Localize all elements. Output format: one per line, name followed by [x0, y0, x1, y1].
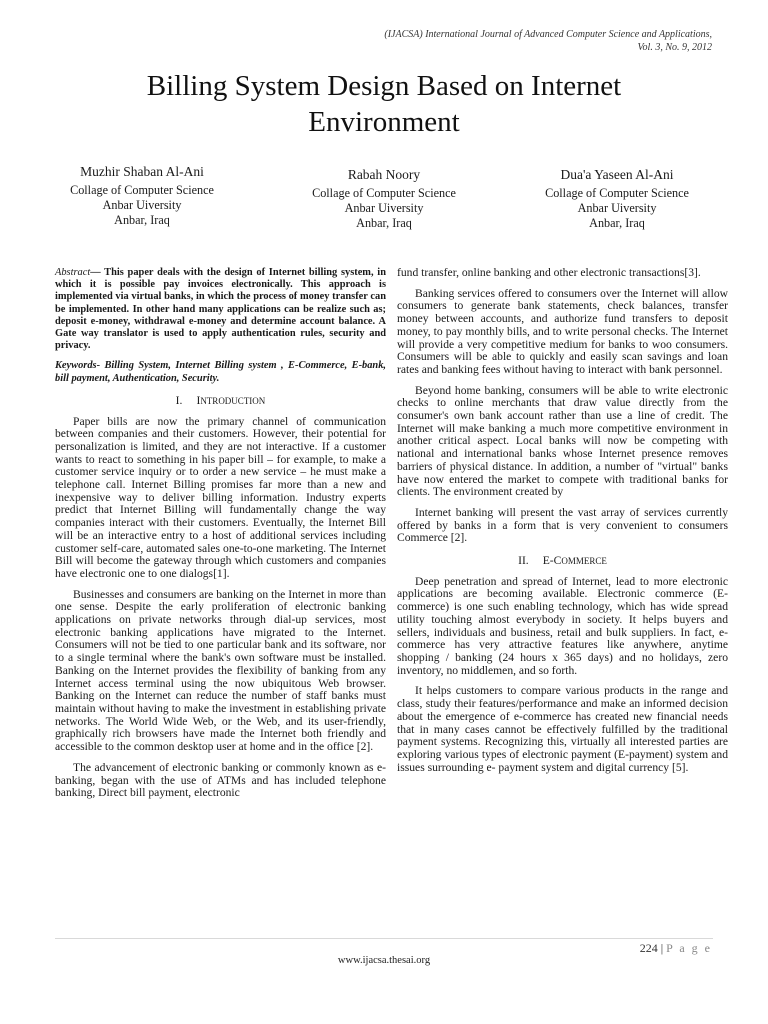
author-name: Dua'a Yaseen Al-Ani	[560, 167, 674, 182]
abstract-lead: Abstract	[55, 267, 91, 278]
paragraph: Banking services offered to consumers over the Internet will allow consumers to generate bank statements, check balances, transfer money between accounts, and authorize fund transfers to deposit money, to pay monthly bills, and to write personal checks. The Internet will provide a very competitive medium for banks to woo consumers. Consumers will be able to quickly and easily scan savings and loan rates and banking fees without having to interact with bank personnel.	[397, 286, 728, 376]
section-heading-e-commerce	[397, 555, 728, 568]
author-name: Muzhir Shaban Al-Ani	[80, 164, 204, 179]
author-block-3	[517, 167, 717, 231]
section-title-initial: E-C	[542, 554, 562, 568]
author-location: Anbar, Iraq	[114, 213, 170, 227]
paragraph: Businesses and consumers are banking on the Internet in more than one sense. Despite the early proliferation of electronic banking applications on private networks through dial-up services, most electronic banking applications have migrated to the Internet. Consumers will not be tied to one particular bank and its software, nor to a single terminal where the bank's own software must be installed. Banking on the Internet provides the flexibility of banking from any Internet access terminal using the now ubiquitous Web browser. Banking on the Internet can reduce the number of staff banks must maintain without having to make the investment in establishing private networks. The World Wide Web, or the Web, and its user-friendly, graphically rich browsers have made the Internet both friendly and accessible to the common desktop user at home and in the office [2].	[55, 587, 386, 754]
author-location: Anbar, Iraq	[589, 216, 645, 230]
author-block-2	[284, 167, 484, 231]
paragraph: Paper bills are now the primary channel of communication between companies and their customers. However, their potential for personalization is limited, and they are not interactive. If a customer wants to react to something in his paper bill – for example, to make a customer service inquiry or to order a new service – he must make a telephone call. Internet Billing promises far more than a new and inexpensive way to deliver billing information. Industry experts predict that Internet Billing will fundamentally change the way companies interact with their customers. Eventually, the Internet Bill will be an interactive entry to a host of additional services including customer self-care, automated sales one-to-one marketing. The Internet Bill will become the gateway through which customers and companies have electronic one to one dialogs[1].	[55, 414, 386, 580]
author-block-1	[42, 164, 242, 228]
author-university: Anbar Uiversity	[577, 201, 657, 215]
paper-title	[60, 68, 708, 140]
footer-divider	[55, 938, 713, 939]
author-affiliation: Collage of Computer Science	[312, 186, 456, 200]
keywords: Keywords- Billing System, Internet Billing system , E-Commerce, E-bank, bill payment, Authentication, Security.	[55, 360, 386, 384]
paragraph: It helps customers to compare various products in the range and class, study their features/performance and make an informed decision about the emergence of e-commerce has created new financial needs that in many cases cannot be effectively fulfilled by the traditional payment systems. Recognizing this, virtually all interested parties are exploring various types of electronic payment (E-payment) system and issues surrounding e- payment system and digital currency [5].	[397, 684, 728, 774]
author-name: Rabah Noory	[347, 167, 421, 182]
paragraph: Beyond home banking, consumers will be able to write electronic checks to online merchants that draw value directly from the consumer's own bank account rather than use a line of credit. The Internet will make banking a much more competitive environment in another critical aspect. Local banks will now be competing with national and international banks whose Internet presence removes barriers of physical distance. In addition, a number of "virtual" banks have now entered the market to compete with traditional banks for clients. The environment created by	[397, 383, 728, 499]
title-line-2: Environment	[308, 106, 460, 138]
author-affiliation: Collage of Computer Science	[70, 183, 214, 197]
left-column	[55, 267, 386, 808]
paragraph: fund transfer, online banking and other electronic transactions[3].	[397, 266, 701, 279]
right-column	[397, 267, 728, 782]
page-separator: |	[657, 941, 667, 955]
page-word: P a g e	[666, 941, 712, 955]
paragraph: Deep penetration and spread of Internet, lead to more electronic applications are becoming available. Electronic commerce (E-commerce) is one such enabling technology, which has wide spread utility touching almost everybody in society. It helps buyers and sellers, individuals and business, retail and bulk suppliers. In fact, e-commerce has very attractive features like anywhere, anytime shopping / banking (24 hours x 365 days) and no holidays, zero inventory, no middlemen, and so forth.	[397, 574, 728, 677]
abstract-dash: —	[90, 267, 105, 278]
journal-volume: Vol. 3, No. 9, 2012	[637, 42, 712, 53]
author-university: Anbar Uiversity	[102, 198, 182, 212]
abstract-text: This paper deals with the design of Internet billing system, in which it is possible pay invoices electronically. This approach is implemented via virtual banks, in which the process of money transfer can be implemented. In other hand many applications can be realize such as; deposit e-money, withdrawal e-money and determine account balance. A Gate way translator is used to apply authentication rules, security and privacy.	[55, 267, 386, 352]
page-number	[640, 941, 712, 956]
paragraph: Internet banking will present the vast array of services currently offered by banks in a form that is very convenient to consumers Commerce [2].	[397, 505, 728, 545]
abstract	[55, 267, 386, 352]
journal-header	[292, 28, 712, 54]
author-location: Anbar, Iraq	[356, 216, 412, 230]
author-university: Anbar Uiversity	[344, 201, 424, 215]
section-number: I.	[175, 393, 183, 407]
author-affiliation: Collage of Computer Science	[545, 186, 689, 200]
paragraph: The advancement of electronic banking or commonly known as e-banking, began with the use of ATMs and has included telephone banking, Direct bill payment, electronic	[55, 760, 386, 800]
journal-name: (IJACSA) International Journal of Advanced Computer Science and Applications,	[384, 29, 712, 40]
section-title-rest: NTRODUCTION	[200, 395, 266, 406]
journal-website[interactable]: www.ijacsa.thesai.org	[337, 955, 431, 966]
section-title-initial: I	[196, 393, 201, 407]
section-number: II.	[518, 554, 529, 568]
title-line-1: Billing System Design Based on Internet	[146, 70, 622, 102]
section-heading-introduction	[55, 395, 386, 408]
page-number-value: 224	[639, 941, 658, 955]
section-title-rest: OMMERCE	[561, 556, 607, 567]
